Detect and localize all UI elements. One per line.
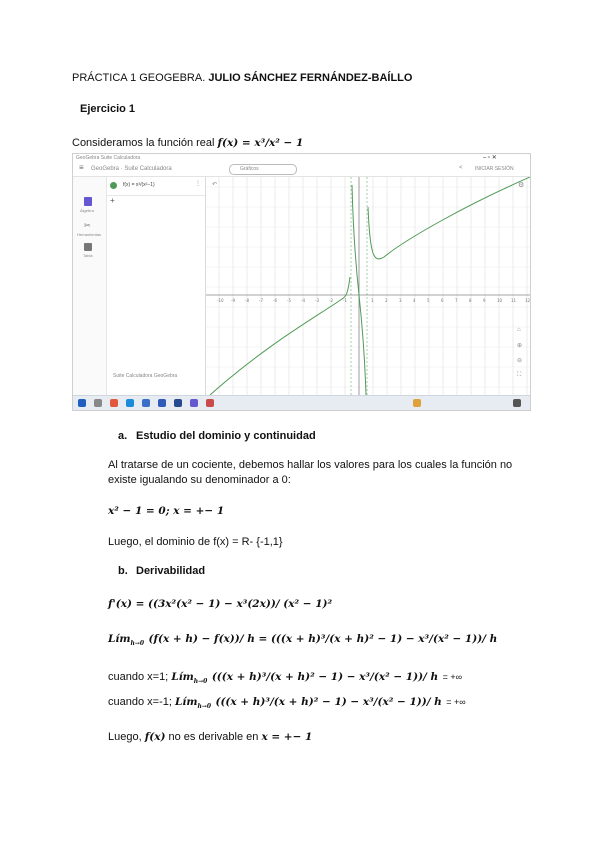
- x-tick-label: -7: [259, 298, 263, 303]
- section-a-title: Estudio del dominio y continuidad: [136, 430, 316, 442]
- case2-limit-sub: h→0: [197, 703, 212, 710]
- case-x-equals-minus-1: [108, 692, 466, 710]
- curve-right-branch: [368, 177, 530, 259]
- x-tick-label: -8: [245, 298, 249, 303]
- x-tick-label: -1: [343, 298, 347, 303]
- table-icon[interactable]: [84, 243, 92, 251]
- derivative-formula: f'(x) = ((3x²(x² − 1) − x³(2x))/ (x² − 1)²: [108, 598, 333, 610]
- menu-icon[interactable]: ≡: [79, 163, 84, 172]
- algebra-panel: [107, 177, 206, 395]
- conclusion-fx: f(x): [144, 731, 166, 743]
- limit-expression: (f(x + h) − f(x))/ h = (((x + h)³/(x + h)² − 1) − x³/(x² − 1))/ h: [148, 633, 498, 645]
- graph-canvas: [206, 177, 530, 395]
- case2-expression: (((x + h)³/(x + h)² − 1) − x³/(x² − 1))/ h: [215, 696, 442, 708]
- fullscreen-icon[interactable]: ⛶: [517, 372, 522, 378]
- footer-note: Suite Calculadora GeoGebra: [113, 373, 178, 379]
- add-entry-button[interactable]: +: [110, 196, 115, 205]
- document-title: [72, 72, 412, 84]
- domain-equation: x² − 1 = 0; x = +− 1: [108, 505, 225, 517]
- start-icon[interactable]: [78, 399, 86, 407]
- section-b-label: b.: [118, 565, 128, 577]
- taskbar-search-icon[interactable]: [94, 399, 102, 407]
- visibility-toggle-icon[interactable]: [110, 182, 117, 189]
- geogebra-screenshot: [72, 153, 531, 411]
- windows-taskbar: [73, 395, 530, 411]
- undo-icon[interactable]: ↶: [212, 182, 218, 188]
- weather-icon: [413, 399, 421, 407]
- x-tick-label: -6: [273, 298, 277, 303]
- algebra-entry[interactable]: f(x) = x³/(x²−1): [123, 182, 155, 188]
- x-tick-label: -5: [287, 298, 291, 303]
- section-a-label: a.: [118, 430, 128, 442]
- x-tick-label: 6: [441, 298, 444, 303]
- entry-divider: [107, 195, 205, 196]
- chrome-icon[interactable]: [110, 399, 118, 407]
- intro-text: Consideramos la función real: [72, 137, 218, 149]
- x-tick-label: 11: [511, 298, 517, 303]
- share-icon[interactable]: <: [459, 165, 463, 171]
- geogebra-sidebar: [73, 177, 107, 395]
- x-tick-label: 9: [483, 298, 486, 303]
- x-tick-label: -10: [217, 298, 224, 303]
- geogebra-header: [73, 162, 530, 177]
- section-a-paragraph-line1: Al tratarse de un cociente, debemos hallar los valores para los cuales la función no: [108, 459, 513, 471]
- author-name: JULIO SÁNCHEZ FERNÁNDEZ-BAÍLLO: [208, 72, 413, 84]
- x-tick-label: 1: [371, 298, 374, 303]
- edge-icon[interactable]: [126, 399, 134, 407]
- signin-button[interactable]: INICIAR SESIÓN: [475, 166, 514, 172]
- title-prefix: PRÁCTICA 1 GEOGEBRA.: [72, 72, 209, 84]
- x-tick-label: 2: [385, 298, 388, 303]
- x-tick-label: 4: [413, 298, 416, 303]
- x-tick-label: -9: [231, 298, 235, 303]
- x-tick-label: 5: [427, 298, 430, 303]
- entry-menu-icon[interactable]: ⋮: [195, 181, 201, 187]
- x-tick-label: 10: [497, 298, 503, 303]
- zoom-out-icon[interactable]: ⊖: [517, 358, 523, 364]
- x-tick-label: 3: [399, 298, 402, 303]
- case1-text: cuando x=1;: [108, 671, 172, 683]
- case1-expression: (((x + h)³/(x + h)² − 1) − x³/(x² − 1))/ h: [211, 671, 439, 683]
- conclusion-mid: no es derivable en: [165, 731, 262, 743]
- domain-statement: Luego, el dominio de f(x) = R- {-1,1}: [108, 536, 283, 548]
- home-icon[interactable]: ⌂: [517, 327, 521, 333]
- notifications-icon[interactable]: [513, 399, 521, 407]
- window-title: GeoGebra Suite Calculadora: [76, 155, 141, 161]
- x-tick-label: -4: [301, 298, 305, 303]
- algebra-icon[interactable]: [84, 197, 92, 206]
- case2-result: = +∞: [446, 697, 466, 707]
- graphics-view[interactable]: [206, 177, 530, 395]
- x-tick-label: 7: [455, 298, 458, 303]
- conclusion-line: [108, 727, 312, 745]
- mode-dropdown-label: Gráficos: [240, 166, 259, 172]
- zoom-in-icon[interactable]: ⊕: [517, 343, 523, 349]
- x-tick-label: -2: [329, 298, 333, 303]
- case1-limit: Lím: [171, 671, 194, 683]
- limit-sub: h→0: [130, 640, 145, 647]
- gear-icon[interactable]: ⚙: [518, 182, 525, 189]
- conclusion-text: Luego,: [108, 731, 145, 743]
- sidebar-item-tools[interactable]: Herramientas: [77, 232, 102, 237]
- case1-limit-sub: h→0: [193, 678, 208, 685]
- exercise-title: Ejercicio 1: [80, 103, 136, 115]
- geogebra-taskbar-icon[interactable]: [190, 399, 198, 407]
- store-icon[interactable]: [158, 399, 166, 407]
- app-title: GeoGebra · Suite Calculadora: [91, 166, 172, 172]
- tools-icon[interactable]: ✂: [84, 221, 91, 230]
- case-x-equals-1: [108, 667, 462, 685]
- x-tick-label: 8: [469, 298, 472, 303]
- limit-definition: [108, 629, 497, 647]
- case2-limit: Lím: [174, 696, 198, 708]
- sidebar-item-algebra[interactable]: Álgebra: [80, 208, 94, 213]
- case2-text: cuando x=-1;: [108, 696, 175, 708]
- window-controls-icon[interactable]: – ▫ ✕: [483, 155, 497, 161]
- limit-lead: Lím: [108, 633, 131, 645]
- x-tick-label: 12: [525, 298, 530, 303]
- conclusion-value: x = +− 1: [261, 731, 313, 743]
- section-a-paragraph-line2: existe igualando su denominador a 0:: [108, 474, 291, 486]
- word-icon[interactable]: [174, 399, 182, 407]
- x-tick-label: -3: [315, 298, 319, 303]
- mode-dropdown[interactable]: [229, 164, 297, 175]
- app-taskbar-icon[interactable]: [206, 399, 214, 407]
- section-b-title: Derivabilidad: [136, 565, 206, 577]
- case1-result: = +∞: [442, 672, 463, 682]
- explorer-icon[interactable]: [142, 399, 150, 407]
- sidebar-item-table[interactable]: Tabla: [83, 253, 93, 258]
- intro-line: [72, 137, 303, 149]
- intro-formula: f(x) = x³/x² − 1: [217, 137, 304, 149]
